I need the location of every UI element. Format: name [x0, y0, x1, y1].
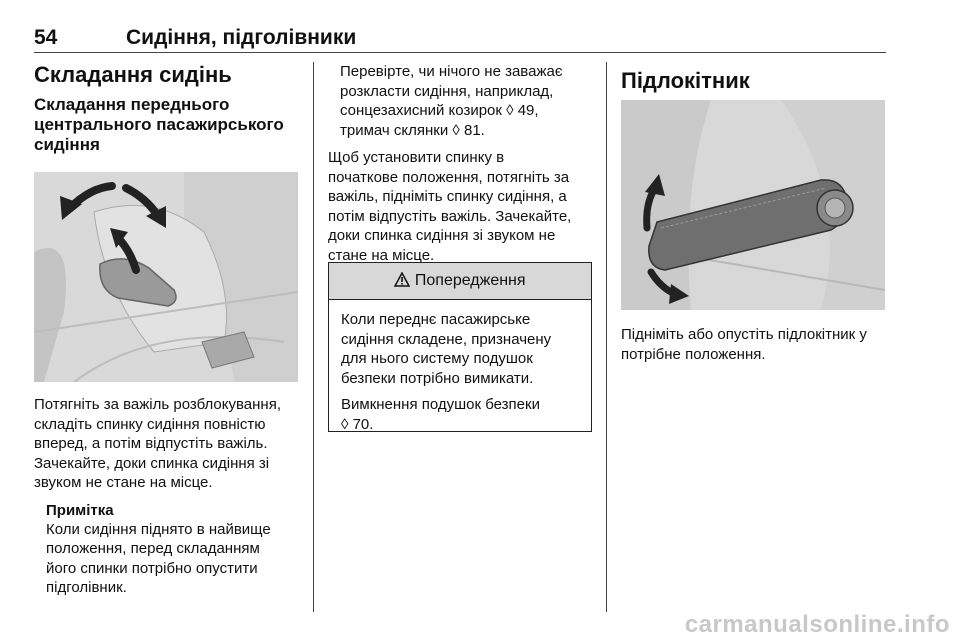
text-line: важіль, підніміть спинку сидіння, а: [328, 188, 567, 205]
subsection-title-line: Складання переднього: [34, 95, 230, 114]
right-column: [621, 68, 887, 94]
text-line: ◊ 70.: [341, 415, 374, 433]
subsection-title: [34, 95, 302, 155]
note-block: [34, 501, 302, 598]
text-line: Перевірте, чи нічого не заважає: [340, 63, 563, 80]
check-paragraph: [328, 62, 592, 140]
page-header: [34, 26, 884, 52]
text-line: доки спинка сидіння зі звуком не: [328, 227, 556, 244]
text-line: тримач склянки ◊ 81.: [340, 121, 485, 139]
header-rule: [34, 52, 886, 53]
column-divider-right: [606, 62, 607, 612]
text-line: розкласти сидіння, наприклад,: [340, 82, 554, 100]
column-divider-left: [313, 62, 314, 612]
armrest-drawing: [621, 100, 885, 310]
seat-fold-illustration: [34, 172, 298, 382]
text-line: для нього систему подушок: [341, 350, 533, 367]
text-line: Коли сидіння піднято в найвище: [46, 520, 271, 538]
text-line: Вимкнення подушок безпеки: [341, 396, 540, 413]
warning-box: [328, 262, 592, 432]
text-line: сидіння складене, призначену: [341, 330, 552, 348]
text-line: сонцезахисний козирок ◊ 49,: [340, 102, 539, 119]
warning-title: Попередження: [414, 272, 526, 289]
warning-reference: [341, 395, 581, 434]
left-column: [34, 62, 302, 155]
text-line: Коли переднє пасажирське: [341, 311, 531, 328]
text-line: Підніміть або опустіть підлокітник у: [621, 326, 867, 343]
text-line: положення, перед складанням: [46, 540, 260, 557]
text-line: потім відпустіть важіль. Зачекайте,: [328, 207, 572, 225]
warning-header: [329, 263, 591, 300]
left-column-body: [34, 395, 302, 598]
text-line: стане на місце.: [328, 246, 435, 264]
text-line: звуком не стане на місце.: [34, 474, 213, 491]
text-line: Щоб установити спинку в: [328, 149, 505, 166]
note-title: Примітка: [46, 501, 114, 519]
text-line: потрібне положення.: [621, 345, 766, 363]
subsection-title-line: центрального пасажирського: [34, 115, 284, 134]
text-line: вперед, а потім відпустіть важіль.: [34, 435, 268, 452]
text-line: підголівник.: [46, 579, 127, 596]
running-title: Сидіння, підголівники: [126, 26, 357, 49]
text-line: Зачекайте, доки спинка сидіння зі: [34, 454, 270, 472]
warning-body: [329, 300, 591, 434]
restore-paragraph: [328, 148, 592, 265]
middle-column: [328, 62, 592, 265]
text-line: початкове положення, потягніть за: [328, 168, 570, 186]
page-number: 54: [34, 26, 58, 49]
armrest-illustration: [621, 100, 885, 310]
text-line: безпеки потрібно вимикати.: [341, 369, 534, 387]
warning-icon: [394, 272, 414, 289]
text-line: складіть спинку сидіння повністю: [34, 415, 266, 433]
right-column-body: [621, 325, 887, 364]
section-title-armrest: Підлокітник: [621, 68, 750, 93]
subsection-title-line: сидіння: [34, 135, 100, 154]
text-line: Потягніть за важіль розблокування,: [34, 396, 281, 413]
seat-fold-drawing: [34, 172, 298, 382]
watermark-text: carmanualsonline.info: [684, 611, 950, 638]
note-text: [46, 520, 302, 598]
instruction-paragraph: [34, 395, 302, 493]
section-title-folding-seats: Складання сидінь: [34, 62, 232, 87]
armrest-instruction: [621, 325, 887, 364]
warning-paragraph: [341, 310, 581, 388]
text-line: його спинки потрібно опустити: [46, 559, 258, 577]
